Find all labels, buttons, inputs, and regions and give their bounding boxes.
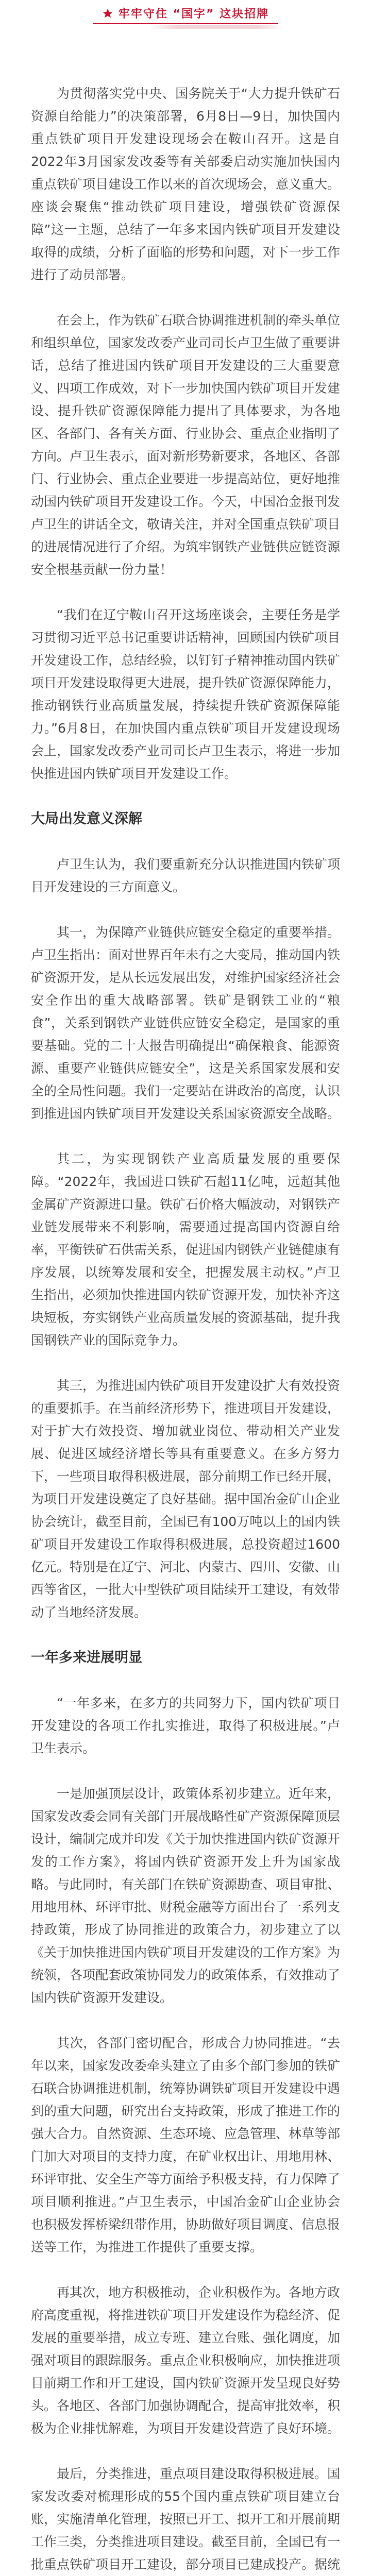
article-paragraph: “我们在辽宁鞍山召开这场座谈会，主要任务是学习贯彻习近平总书记重要讲话精神，回顾国内铁矿项目开发建设工作，总结经验，以钉钉子精神推动国内铁矿项目开发建设取得更大进展，提升铁矿资源保障能力，推动钢铁行业高质量发展，持续提升铁矿资源保障能力。”6月8日，在加快国内重点铁矿项目开发建设现场会上，国家发改委产业司司长卢卫生表示，将进一步加快推进国内铁矿项目开发建设工作。 <box>31 607 341 781</box>
banner-title: 牢牢守住 “国字” 这块招牌 <box>118 8 269 21</box>
article-paragraph: 为贯彻落实党中央、国务院关于“大力提升铁矿石资源自给能力”的决策部署，6月8日—9日，加快国内重点铁矿项目开发建设现场会在鞍山召开。这是自2022年3月国家发改委等有关部委启动实施加快国内重点铁矿项目建设工作以来的首次现场会，意义重大。座谈会聚焦“推动铁矿项目建设，增强铁矿资源保障”这一主题，总结了一年多来国内铁矿项目开发建设取得的成绩，分析了面临的形势和问题，对下一步工作进行了动员部署。 <box>31 86 341 282</box>
article-paragraph: 其三，为推进国内铁矿项目开发建设扩大有效投资的重要抓手。在当前经济形势下，推进项目开发建设，对于扩大有效投资、增加就业岗位、带动相关产业发展、促进区域经济增长等具有重要意义。在多方努力下，一些项目取得积极进展，部分前期工作已经开展，为项目开发建设奠定了良好基础。据中国冶金矿山企业协会统计，截至目前，全国已有100万吨以上的国内铁矿项目开发建设工作取得积极进展，总投资超过1600亿元。特别是在辽宁、河北、内蒙古、四川、安徽、山西等省区，一批大中型铁矿项目陆续开工建设，有效带动了当地经济发展。 <box>31 1378 341 1620</box>
article-paragraph: 一是加强顶层设计，政策体系初步建立。近年来，国家发改委会同有关部门开展战略性矿产资源保障顶层设计，编制完成并印发《关于加快推进国内铁矿资源开发的工作方案》，将国内铁矿资源开发上升为国家战略。与此同时，有关部门在铁矿资源勘查、项目审批、用地用林、环评审批、财税金融等方面出台了一系列支持政策，形成了协同推进的政策合力，初步建立了以《关于加快推进国内铁矿项目开发建设的工作方案》为统领，各项配套政策协同发力的政策体系，有效推动了国内铁矿资源开发建设。 <box>31 1786 341 2005</box>
header-banner <box>31 0 340 82</box>
article-paragraph: “一年多来，在多方的共同努力下，国内铁矿项目开发建设的各项工作扎实推进，取得了积极进展。”卢卫生表示。 <box>31 1696 340 1756</box>
article-paragraph: 其一，为保障产业链供应链安全稳定的重要举措。卢卫生指出：面对世界百年未有之大变局，推动国内铁矿资源开发，是从长远发展出发，对维护国家经济社会安全作出的重大战略部署。铁矿是钢铁工业的“粮食”，关系到钢铁产业链供应链安全稳定，是国家的重要基础。党的二十大报告明确提出“确保粮食、能源资源、重要产业链供应链安全”，这是关系国家发展和安全的全局性问题。我们一定要站在讲政治的高度，认识到推进国内铁矿项目开发建设关系国家资源安全战略。 <box>31 925 341 1121</box>
article-body <box>31 82 340 2576</box>
article-paragraph: 在会上，作为铁矿石联合协调推进机制的牵头单位和组织单位，国家发改委产业司司长卢卫生做了重要讲话，总结了推进国内铁矿项目开发建设的三大重要意义、四项工作成效，对下一步加快国内铁矿项目开发建设、提升铁矿资源保障能力提出了具体要求，为各地区、各部门、各有关方面、行业协会、重点企业指明了方向。卢卫生表示，面对新形势新要求，各地区、各部门、行业协会、重点企业要进一步提高站位，更好地推动国内铁矿项目开发建设工作。今天，中国冶金报刊发卢卫生的讲话全文，敬请关注，并对全国重点铁矿项目的进展情况进行了介绍。为筑牢钢铁产业链供应链资源安全根基贡献一份力量！ <box>31 313 341 577</box>
article-paragraph: 最后，分类推进，重点项目建设取得积极进展。国家发改委对梳理形成的55个国内重点铁矿项目建立台账，实施清单化管理，按照已开工、拟开工和开展前期工作三类，分类推进项目建设。截至目前，全国已有一批重点铁矿项目开工建设，部分项目已建成投产。据统 <box>31 2466 341 2572</box>
article-paragraph: 其二，为实现钢铁产业高质量发展的重要保障。“2022年，我国进口铁矿石超11亿吨，远超其他金属矿产资源进口量。铁矿石价格大幅波动，对钢铁产业链发展带来不利影响，需要通过提高国内资源自给率，平衡铁矿石供需关系，促进国内钢铁产业链健康有序发展，以统筹发展和安全，把握发展主动权。”卢卫生指出，必须加快推进国内铁矿资源开发，加快补齐这块短板，夯实钢铁产业高质量发展的资源基础，提升我国钢铁产业的国际竞争力。 <box>31 1151 341 1348</box>
banner-decoration <box>149 25 283 29</box>
article-paragraph: 卢卫生认为，我们要重新充分认识推进国内铁矿项目开发建设的三方面意义。 <box>31 857 341 894</box>
five-point-star-icon <box>102 8 113 19</box>
article-paragraph: 再其次，地方积极推动，企业积极作为。各地方政府高度重视，将推进铁矿项目开发建设作为稳经济、促发展的重要举措，成立专班、建立台账、强化调度，加强对项目的跟踪服务。重点企业积极响应，加快推进项目前期工作和开工建设，国内铁矿资源开发呈现良好势头。各地区、各部门加强协调配合，提高审批效率，积极为企业排忧解难，为项目开发建设营造了良好环境。 <box>31 2285 341 2436</box>
section-heading: 大局出发意义深解 <box>31 811 142 827</box>
article-paragraph: 其次，各部门密切配合，形成合力协同推进。“去年以来，国家发改委牵头建立了由多个部门参加的铁矿石联合协调推进机制，统筹协调铁矿项目开发建设中遇到的重大问题，研究出台支持政策，形成了推进工作的强大合力。自然资源、生态环境、应急管理、林草等部门加大对项目的支持力度，在矿业权出让、用地用林、环评审批、安全生产等方面给予积极支持，有力保障了项目顺利推进。”卢卫生表示，中国冶金矿山企业协会也积极发挥桥梁纽带作用，协助做好项目调度、信息报送等工作，为推进工作提供了重要支撑。 <box>31 2036 341 2255</box>
banner-title-group <box>93 3 278 24</box>
section-heading: 一年多来进展明显 <box>31 1650 142 1666</box>
